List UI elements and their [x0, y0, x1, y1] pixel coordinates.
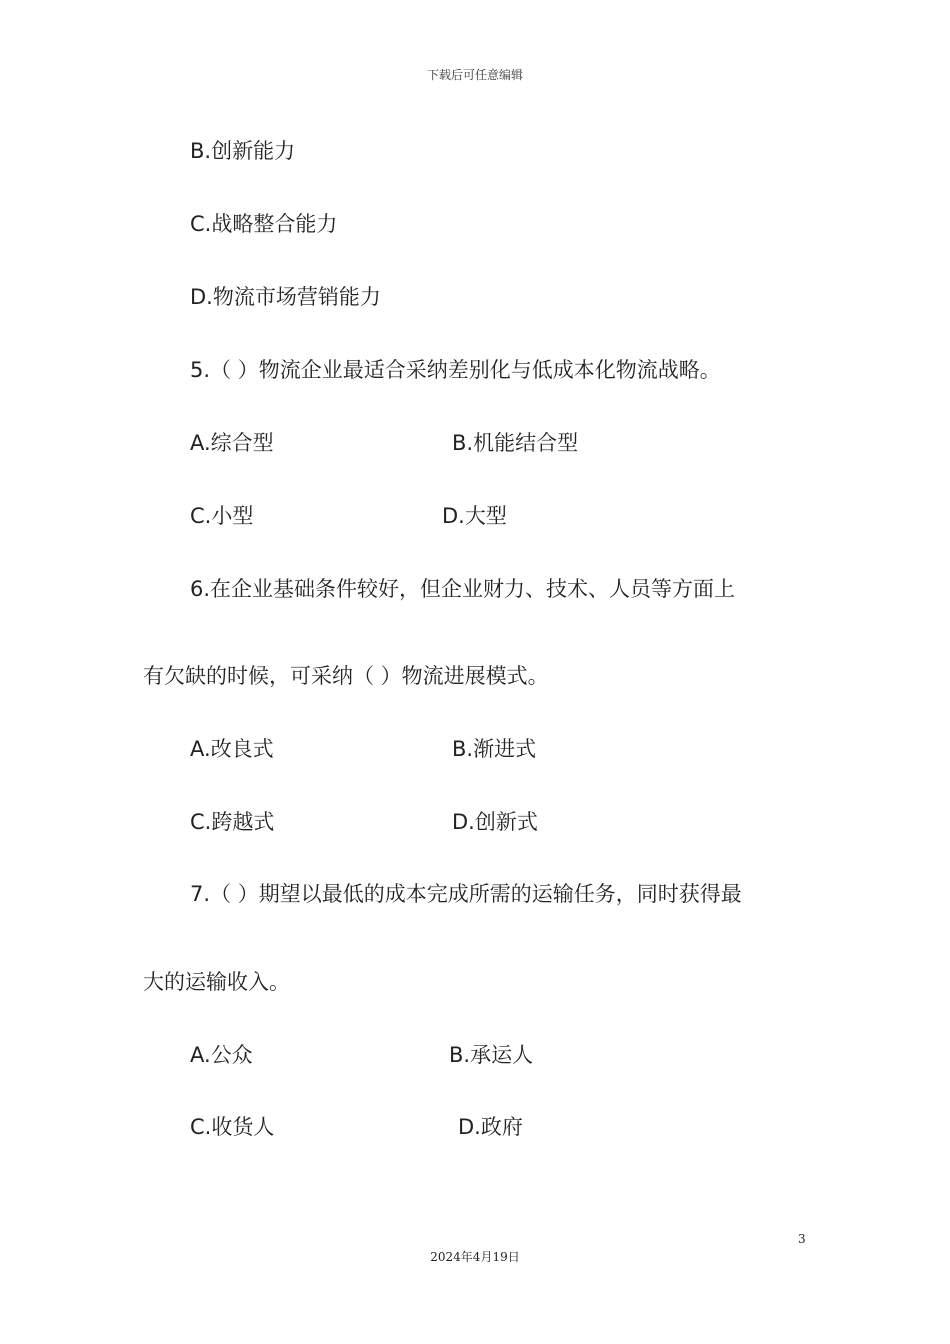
q5-stem: 5.（ ）物流企业最适合采纳差别化与低成本化物流战略。 — [190, 358, 721, 382]
q7-option-a: A.公众 — [190, 1043, 253, 1067]
q5-option-c: C.小型 — [190, 504, 254, 528]
q4-option-d: D.物流市场营销能力 — [190, 285, 381, 309]
q4-option-b: B.创新能力 — [190, 139, 296, 163]
q7-option-c: C.收货人 — [190, 1115, 275, 1139]
q7-option-d: D.政府 — [458, 1115, 523, 1139]
q6-option-c: C.跨越式 — [190, 810, 275, 834]
q5-option-a: A.综合型 — [190, 431, 274, 455]
footer-date: 2024年4月19日 — [430, 1250, 520, 1264]
q5-option-d: D.大型 — [442, 504, 507, 528]
q7-stem-line2: 大的运输收入。 — [143, 970, 290, 994]
q6-stem-line2: 有欠缺的时候，可采纳（ ）物流进展模式。 — [143, 664, 549, 688]
page-header: 下载后可任意编辑 — [426, 68, 523, 82]
q5-option-b: B.机能结合型 — [452, 431, 579, 455]
q7-option-b: B.承运人 — [449, 1043, 534, 1067]
q6-option-b: B.渐进式 — [452, 737, 537, 761]
q6-stem-line1: 6.在企业基础条件较好，但企业财力、技术、人员等方面上 — [190, 577, 736, 601]
q6-option-a: A.改良式 — [190, 737, 274, 761]
page-number: 3 — [798, 1232, 806, 1246]
q4-option-c: C.战略整合能力 — [190, 212, 338, 236]
q6-option-d: D.创新式 — [452, 810, 538, 834]
q7-stem-line1: 7.（ ）期望以最低的成本完成所需的运输任务，同时获得最 — [190, 882, 742, 906]
